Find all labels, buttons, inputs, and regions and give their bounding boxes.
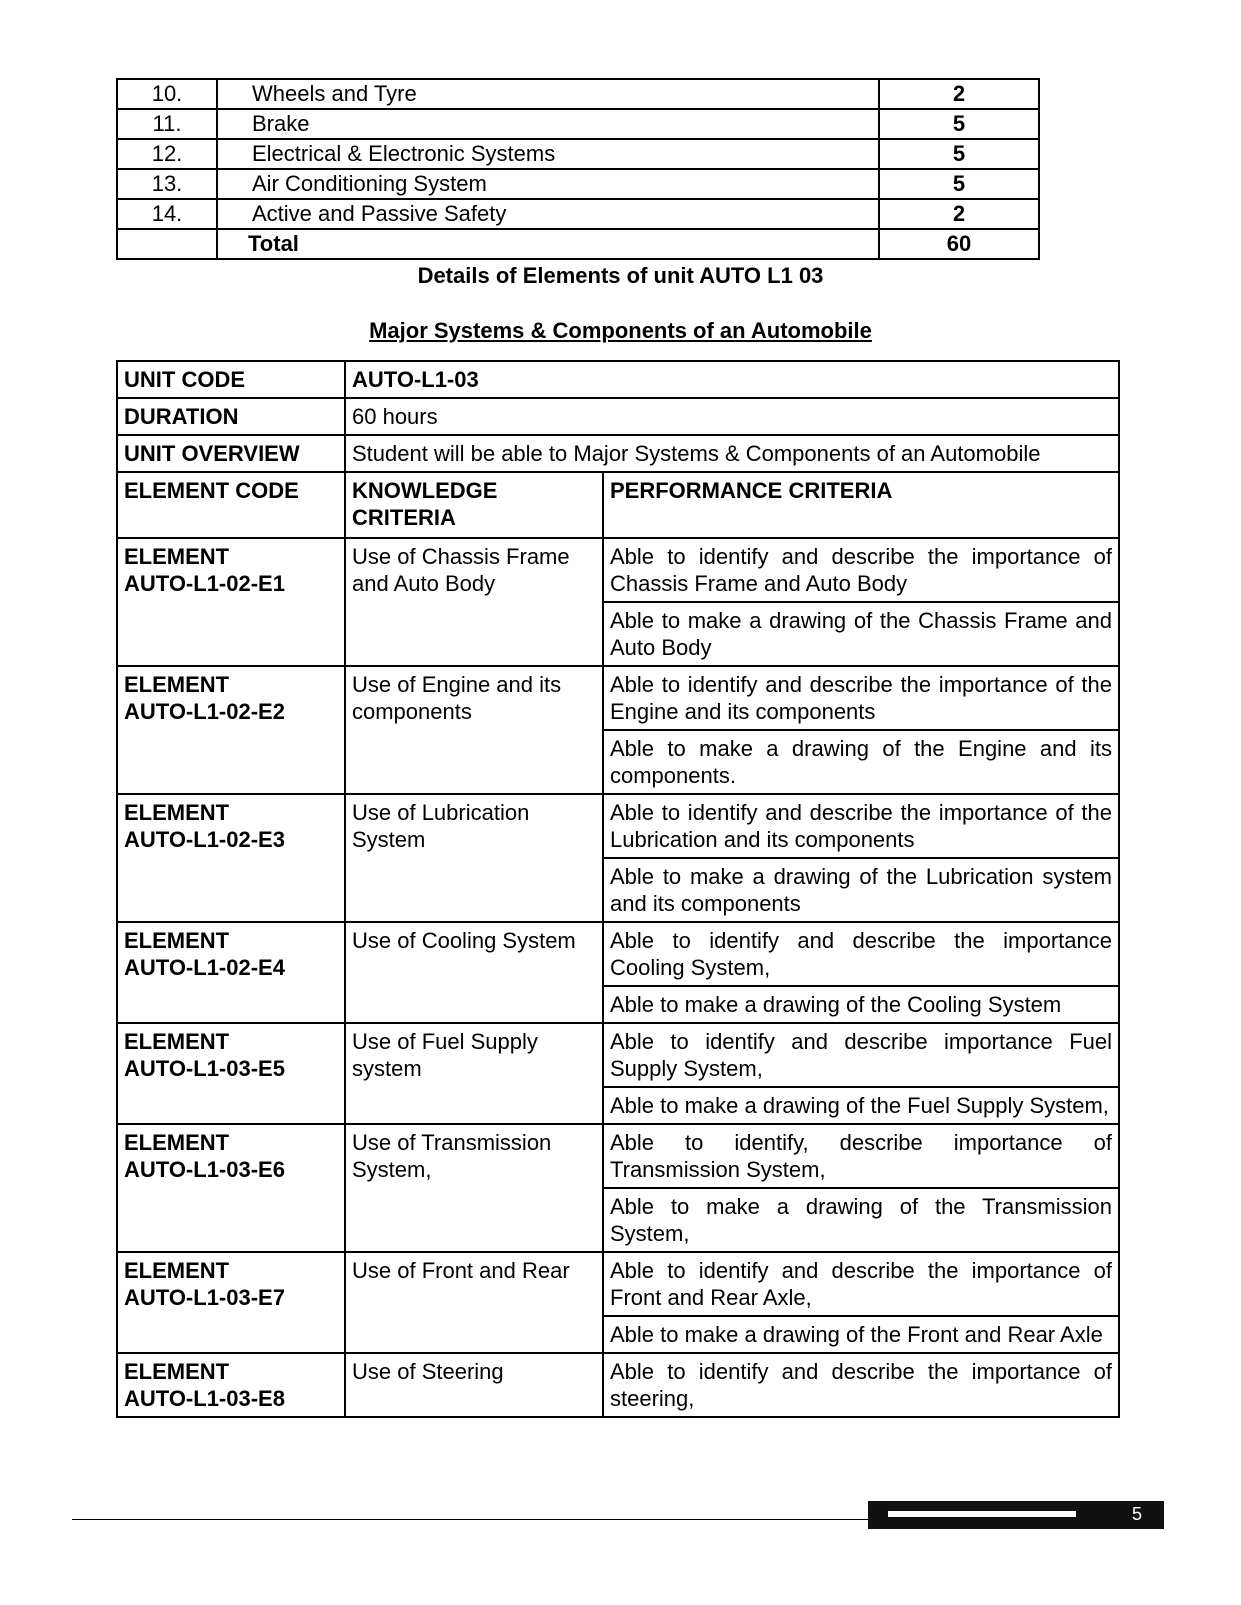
duration-label: DURATION <box>117 398 345 435</box>
row-hours: 5 <box>879 139 1039 169</box>
element-code-cell <box>117 666 345 794</box>
element-code-cell <box>117 794 345 922</box>
knowledge-criteria: Use of Transmission System, <box>345 1124 603 1252</box>
performance-criterion: Able to identify and describe the importance Cooling System, <box>610 928 1112 980</box>
footer-bar <box>888 1511 1076 1517</box>
knowledge-criteria: Use of Front and Rear <box>345 1252 603 1353</box>
table-row <box>117 79 1039 109</box>
element-label: ELEMENT <box>124 1359 230 1384</box>
duration-value: 60 hours <box>345 398 1119 435</box>
row-hours: 5 <box>879 169 1039 199</box>
element-code: AUTO-L1-03-E5 <box>124 1056 285 1081</box>
performance-criterion: Able to identify and describe the importance of Chassis Frame and Auto Body <box>610 544 1112 596</box>
row-number: 13. <box>117 169 217 199</box>
element-label: ELEMENT <box>124 1130 230 1155</box>
total-label: Total <box>217 229 879 259</box>
table-row <box>117 169 1039 199</box>
row-name: Brake <box>217 109 879 139</box>
performance-criteria <box>603 794 1119 922</box>
element-row <box>117 794 1119 922</box>
element-code-cell <box>117 922 345 1023</box>
unit-code-label: UNIT CODE <box>117 361 345 398</box>
section-heading: Details of Elements of unit AUTO L1 03 <box>417 263 824 288</box>
row-name: Electrical & Electronic Systems <box>217 139 879 169</box>
duration-row <box>117 398 1119 435</box>
total-hours: 60 <box>879 229 1039 259</box>
knowledge-criteria-header: KNOWLEDGE CRITERIA <box>345 472 603 538</box>
row-number: 11. <box>117 109 217 139</box>
element-code: AUTO-L1-03-E7 <box>124 1285 285 1310</box>
row-name: Active and Passive Safety <box>217 199 879 229</box>
total-row <box>117 229 1039 259</box>
row-hours: 2 <box>879 199 1039 229</box>
element-code: AUTO-L1-03-E8 <box>124 1386 285 1411</box>
performance-criterion: Able to identify and describe the importance of the Engine and its components <box>610 672 1112 724</box>
knowledge-criteria: Use of Fuel Supply system <box>345 1023 603 1124</box>
element-row <box>117 922 1119 1023</box>
element-code-cell <box>117 538 345 666</box>
column-header-row <box>117 472 1119 538</box>
summary-table <box>116 78 1040 260</box>
section-subheading: Major Systems & Components of an Automobile <box>369 318 872 343</box>
performance-criteria <box>603 538 1119 666</box>
row-number: 12. <box>117 139 217 169</box>
row-name: Air Conditioning System <box>217 169 879 199</box>
overview-value: Student will be able to Major Systems & Components of an Automobile <box>345 435 1119 472</box>
footer-rule <box>72 1519 872 1520</box>
unit-code-value: AUTO-L1-03 <box>345 361 1119 398</box>
performance-criteria <box>603 666 1119 794</box>
element-code: AUTO-L1-02-E3 <box>124 827 285 852</box>
overview-row <box>117 435 1119 472</box>
performance-criterion: Able to identify and describe importance Fuel Supply System, <box>610 1029 1112 1081</box>
performance-criterion: Able to make a drawing of the Transmission System, <box>604 1187 1118 1251</box>
table-row <box>117 139 1039 169</box>
knowledge-criteria: Use of Lubrication System <box>345 794 603 922</box>
unit-code-row <box>117 361 1119 398</box>
row-name: Wheels and Tyre <box>217 79 879 109</box>
performance-criteria <box>603 1124 1119 1252</box>
performance-criterion: Able to make a drawing of the Front and Rear Axle <box>604 1315 1118 1352</box>
element-code: AUTO-L1-02-E2 <box>124 699 285 724</box>
performance-criteria <box>603 922 1119 1023</box>
element-code-cell <box>117 1252 345 1353</box>
footer-page-block <box>868 1501 1164 1529</box>
performance-criterion: Able to make a drawing of the Chassis Frame and Auto Body <box>604 601 1118 665</box>
knowledge-criteria: Use of Chassis Frame and Auto Body <box>345 538 603 666</box>
element-code: AUTO-L1-02-E1 <box>124 571 285 596</box>
performance-criterion: Able to identify and describe the importance of Front and Rear Axle, <box>610 1258 1112 1310</box>
performance-criterion: Able to make a drawing of the Cooling System <box>604 985 1118 1022</box>
knowledge-criteria: Use of Steering <box>345 1353 603 1417</box>
performance-criterion: Able to make a drawing of the Engine and its components. <box>604 729 1118 793</box>
element-label: ELEMENT <box>124 800 230 825</box>
row-hours: 5 <box>879 109 1039 139</box>
element-code: AUTO-L1-02-E4 <box>124 955 285 980</box>
total-number-cell <box>117 229 217 259</box>
element-code: AUTO-L1-03-E6 <box>124 1157 285 1182</box>
row-number: 10. <box>117 79 217 109</box>
table-row <box>117 109 1039 139</box>
table-row <box>117 199 1039 229</box>
element-label: ELEMENT <box>124 672 230 697</box>
element-label: ELEMENT <box>124 1258 230 1283</box>
row-hours: 2 <box>879 79 1039 109</box>
element-code-header: ELEMENT CODE <box>117 472 345 538</box>
performance-criteria <box>603 1023 1119 1124</box>
element-row <box>117 666 1119 794</box>
element-label: ELEMENT <box>124 544 230 569</box>
performance-criteria-header: PERFORMANCE CRITERIA <box>603 472 1119 538</box>
overview-label: UNIT OVERVIEW <box>117 435 345 472</box>
element-row <box>117 1124 1119 1252</box>
performance-criterion: Able to identify and describe the importance of the Lubrication and its components <box>610 800 1112 852</box>
element-row <box>117 538 1119 666</box>
row-number: 14. <box>117 199 217 229</box>
performance-criterion: Able to make a drawing of the Lubrication system and its components <box>604 857 1118 921</box>
element-row <box>117 1353 1119 1417</box>
page-number: 5 <box>1131 1504 1142 1524</box>
element-code-cell <box>117 1023 345 1124</box>
unit-details-table <box>116 360 1120 1418</box>
element-label: ELEMENT <box>124 928 230 953</box>
performance-criteria <box>603 1353 1119 1417</box>
performance-criteria <box>603 1252 1119 1353</box>
knowledge-criteria: Use of Cooling System <box>345 922 603 1023</box>
element-row <box>117 1023 1119 1124</box>
performance-criterion: Able to identify and describe the importance of steering, <box>610 1359 1112 1411</box>
knowledge-criteria: Use of Engine and its components <box>345 666 603 794</box>
performance-criterion: Able to make a drawing of the Fuel Supply System, <box>604 1086 1118 1123</box>
element-code-cell <box>117 1124 345 1252</box>
performance-criterion: Able to identify, describe importance of Transmission System, <box>610 1130 1112 1182</box>
element-row <box>117 1252 1119 1353</box>
element-code-cell <box>117 1353 345 1417</box>
element-label: ELEMENT <box>124 1029 230 1054</box>
